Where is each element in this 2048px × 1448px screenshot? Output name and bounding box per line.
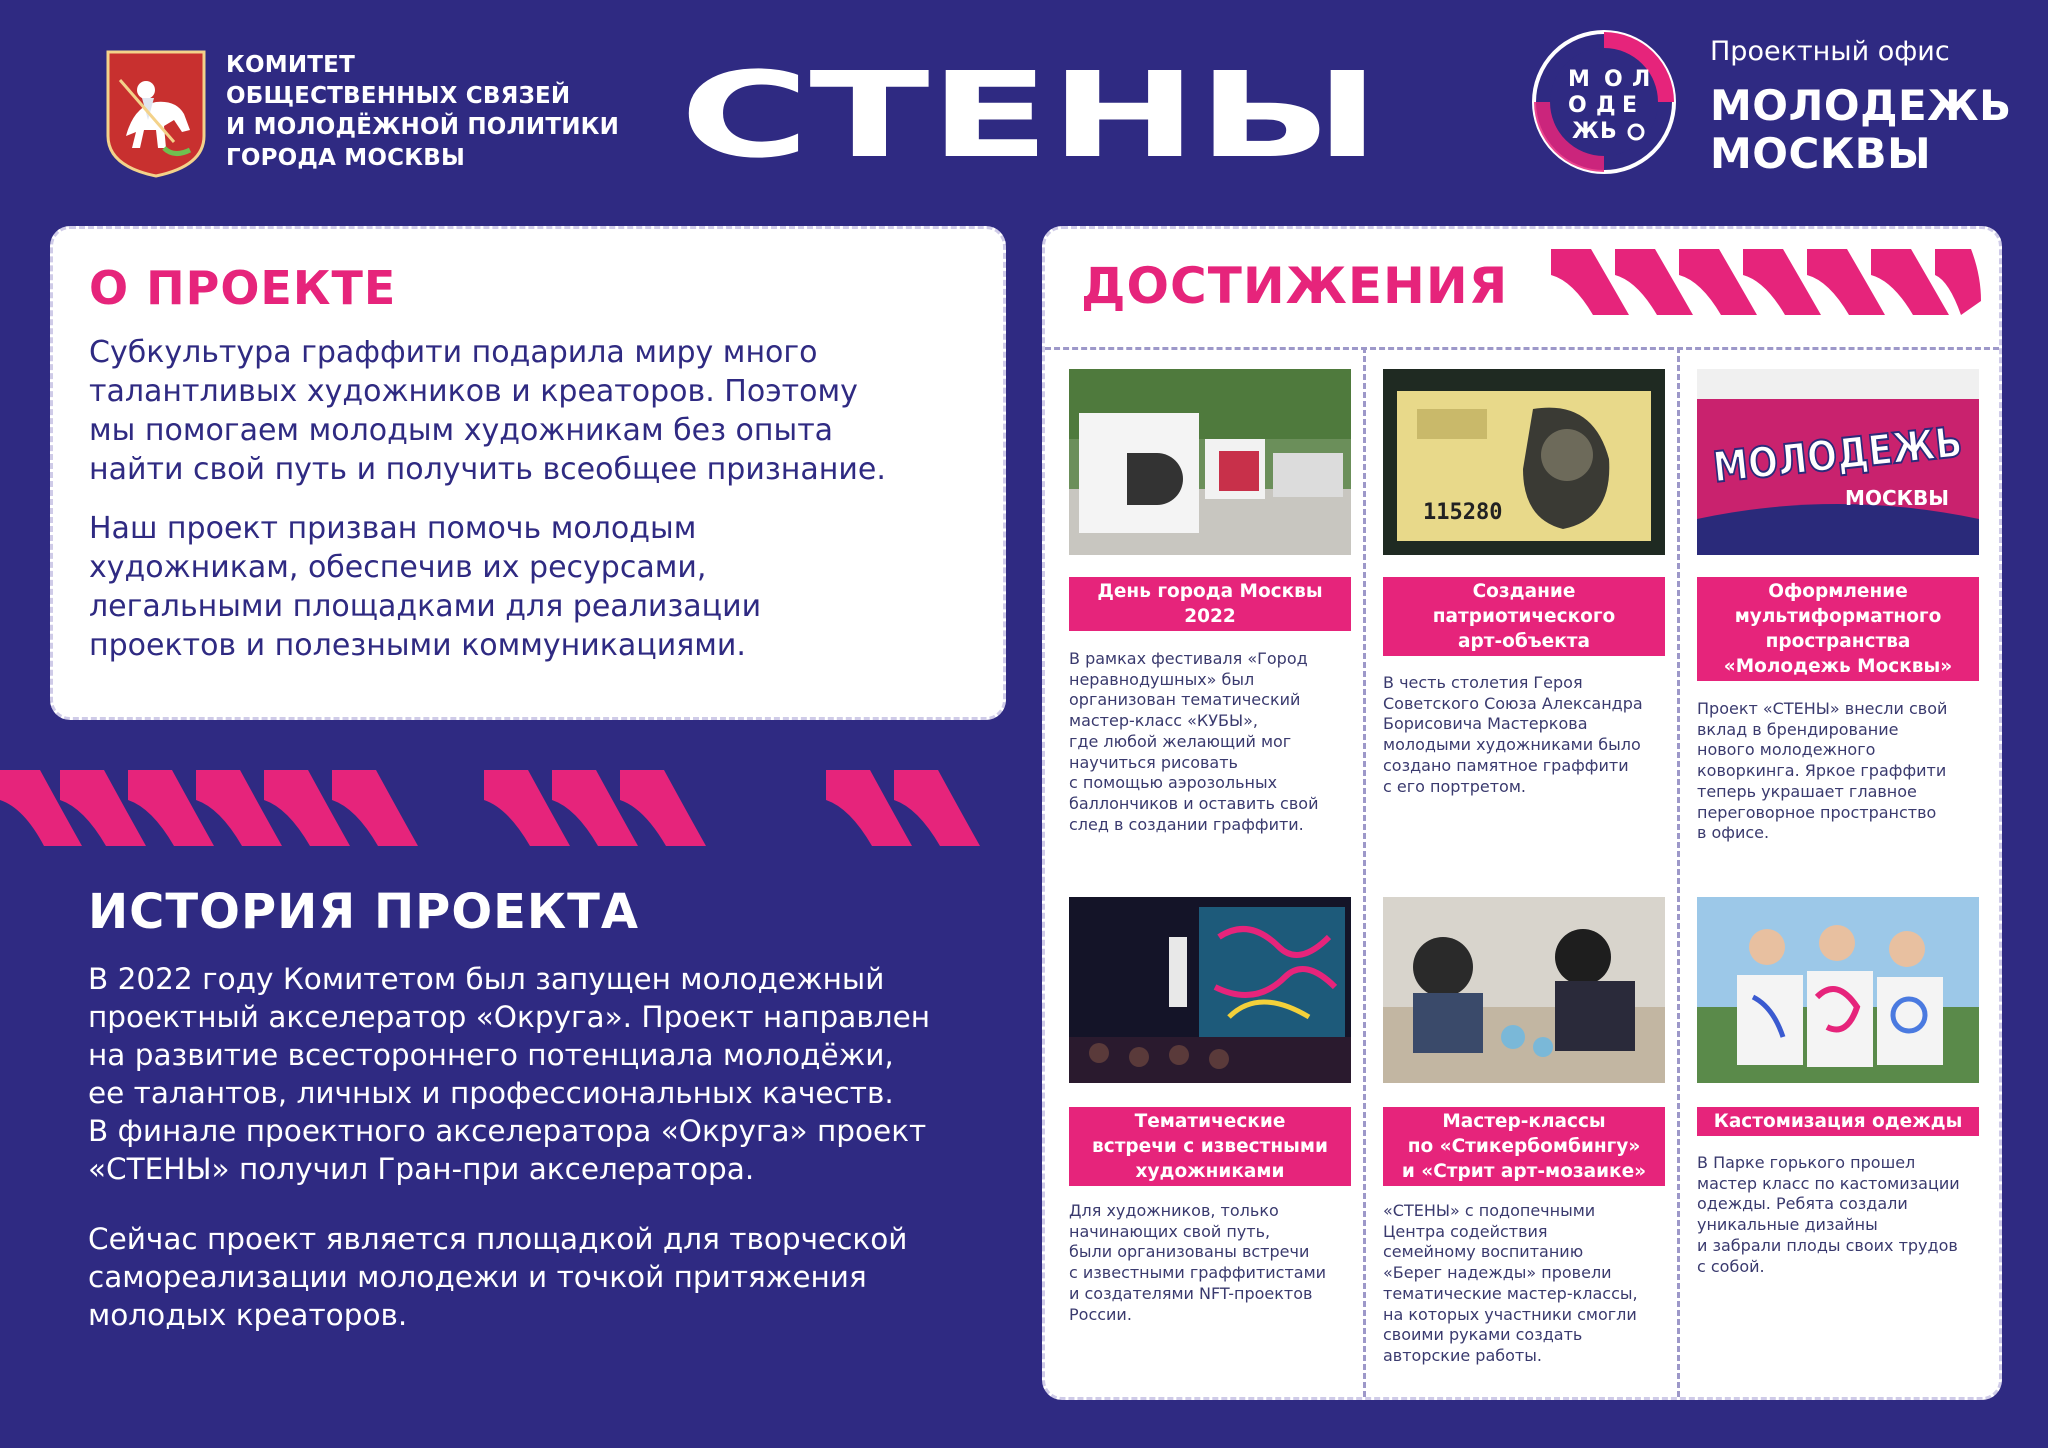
logo-letter: Д bbox=[1596, 93, 1616, 118]
about-card bbox=[50, 226, 1006, 720]
desc-line: России. bbox=[1069, 1304, 1132, 1324]
desc-line: Проект «СТЕНЫ» внесли свой bbox=[1697, 699, 1948, 718]
achievement-caption bbox=[1697, 1107, 1979, 1136]
desc-line: создано памятное граффити bbox=[1383, 755, 1629, 775]
project-office-label: Проектный офис bbox=[1710, 36, 1950, 67]
desc-line: переговорное пространство bbox=[1697, 802, 1937, 822]
org-name-line: МОЛОДЕЖЬ bbox=[1710, 81, 2012, 130]
decorative-stripes-icon bbox=[0, 764, 990, 854]
photo-text: 115280 bbox=[1423, 500, 1503, 525]
history-title: ИСТОРИЯ ПРОЕКТА bbox=[88, 884, 640, 940]
desc-line: неравнодушных» был bbox=[1069, 669, 1255, 689]
desc-line: в офисе. bbox=[1697, 823, 1770, 843]
desc-line: с известными граффитистами bbox=[1069, 1263, 1327, 1283]
caption-line: художниками bbox=[1135, 1161, 1285, 1182]
desc-line: теперь украшает главное bbox=[1697, 781, 1917, 801]
caption-line: Создание bbox=[1472, 581, 1576, 602]
text-line: В финале проектного акселератора «Округа» проект bbox=[88, 1114, 927, 1148]
text-line: мы помогаем молодым художникам без опыта bbox=[89, 413, 834, 448]
caption-line: Мастер-классы bbox=[1442, 1111, 1606, 1132]
desc-line: нового молодежного bbox=[1697, 740, 1876, 760]
desc-line: «СТЕНЫ» с подопечными bbox=[1383, 1201, 1596, 1220]
desc-line: Борисовича Мастеркова bbox=[1383, 714, 1588, 734]
text-line: найти свой путь и получить всеобщее признание. bbox=[89, 452, 886, 487]
caption-line: Тематические bbox=[1134, 1111, 1286, 1132]
about-title: О ПРОЕКТЕ bbox=[89, 261, 397, 315]
molodezh-moskvy-logo-icon bbox=[1528, 26, 1680, 178]
achievements-card bbox=[1042, 226, 2012, 1400]
desc-line: В честь столетия Героя bbox=[1383, 673, 1583, 692]
desc-line: тематические мастер-классы, bbox=[1383, 1283, 1638, 1303]
desc-line: уникальные дизайны bbox=[1697, 1215, 1878, 1235]
text-line: «СТЕНЫ» получил Гран-при акселератора. bbox=[88, 1152, 755, 1186]
desc-line: с его портретом. bbox=[1383, 776, 1526, 796]
desc-line: начинающих свой путь, bbox=[1069, 1221, 1271, 1241]
desc-line: баллончиков и оставить свой bbox=[1069, 793, 1319, 813]
text-line: В 2022 году Комитетом был запущен молодежный bbox=[88, 962, 885, 996]
achievement-caption bbox=[1383, 577, 1665, 656]
desc-line: Советского Союза Александра bbox=[1383, 693, 1643, 713]
desc-line: В рамках фестиваля «Город bbox=[1069, 649, 1308, 668]
portrait-graffiti-photo-icon bbox=[1383, 369, 1665, 555]
text-line: проектов и полезными коммуникациями. bbox=[89, 628, 746, 663]
logo-letter: Ж bbox=[1572, 119, 1599, 144]
logo-letter: Ь bbox=[1600, 119, 1617, 144]
logo-letter: Л bbox=[1632, 67, 1651, 92]
caption-line: патриотического bbox=[1432, 606, 1616, 627]
text-line: самореализации молодежи и точкой притяжения bbox=[88, 1260, 867, 1294]
desc-line: организован тематический bbox=[1069, 690, 1301, 710]
moscow-coat-of-arms-icon bbox=[104, 50, 208, 178]
text-line: художникам, обеспечив их ресурсами, bbox=[89, 550, 707, 585]
committee-name bbox=[226, 50, 620, 174]
desc-line: мастер-класс «КУБЫ», bbox=[1069, 711, 1259, 731]
photo-text: МОСКВЫ bbox=[1845, 486, 1949, 510]
custom-shirts-photo-icon bbox=[1697, 897, 1979, 1083]
workshop-photo-icon bbox=[1383, 897, 1665, 1083]
achievement-description bbox=[1697, 699, 1987, 844]
caption-line: пространства bbox=[1765, 631, 1911, 652]
history-paragraph bbox=[88, 960, 1008, 1188]
desc-line: одежды. Ребята создали bbox=[1697, 1194, 1908, 1214]
achievement-description bbox=[1383, 673, 1673, 797]
desc-line: авторские работы. bbox=[1383, 1345, 1542, 1365]
logo-letter: Е bbox=[1622, 93, 1638, 118]
coworking-graffiti-photo-icon bbox=[1697, 369, 2012, 555]
desc-line: с собой. bbox=[1697, 1256, 1765, 1276]
achievement-caption bbox=[1069, 577, 1351, 631]
text-line: Наш проект призван помочь молодым bbox=[89, 511, 697, 546]
committee-line: КОМИТЕТ bbox=[226, 52, 355, 78]
text-line: талантливых художников и креаторов. Поэтому bbox=[89, 374, 858, 409]
committee-line: ОБЩЕСТВЕННЫХ СВЯЗЕЙ bbox=[226, 83, 571, 109]
about-paragraph bbox=[89, 509, 989, 665]
desc-line: Для художников, только bbox=[1069, 1201, 1279, 1220]
desc-line: с помощью аэрозольных bbox=[1069, 773, 1278, 793]
committee-line: ГОРОДА МОСКВЫ bbox=[226, 145, 465, 171]
desc-line: «Берег надежды» провели bbox=[1383, 1263, 1612, 1283]
desc-line: и забрали плоды своих трудов bbox=[1697, 1235, 1958, 1255]
desc-line: на которых участники смогли bbox=[1383, 1304, 1637, 1324]
caption-line: День города Москвы bbox=[1097, 581, 1323, 602]
caption-line: встречи с известными bbox=[1092, 1136, 1328, 1157]
org-name bbox=[1710, 82, 2012, 178]
desc-line: семейному воспитанию bbox=[1383, 1242, 1584, 1262]
achievement-description bbox=[1383, 1201, 1673, 1367]
divider bbox=[1677, 347, 1680, 1397]
achievement-caption bbox=[1383, 1107, 1665, 1186]
project-title-logo bbox=[672, 46, 1388, 184]
committee-line: И МОЛОДЁЖНОЙ ПОЛИТИКИ bbox=[226, 114, 620, 140]
photo-text: МОЛОДЕЖЬ bbox=[1710, 412, 2012, 492]
project-title: СТЕНЫ bbox=[680, 46, 1380, 184]
desc-line: были организованы встречи bbox=[1069, 1242, 1310, 1262]
caption-line: и «Стрит арт-мозаике» bbox=[1401, 1161, 1647, 1182]
desc-line: где любой желающий мог bbox=[1069, 731, 1292, 751]
caption-line: по «Стикербомбингу» bbox=[1407, 1136, 1641, 1157]
desc-line: научиться рисовать bbox=[1069, 752, 1238, 772]
desc-line: коворкинга. Яркое граффити bbox=[1697, 761, 1947, 781]
achievement-description bbox=[1697, 1153, 1987, 1277]
desc-line: вклад в брендирование bbox=[1697, 719, 1899, 739]
divider bbox=[1363, 347, 1366, 1397]
caption-line: Кастомизация одежды bbox=[1713, 1111, 1963, 1132]
about-paragraph bbox=[89, 333, 989, 489]
caption-line: мультиформатного bbox=[1734, 606, 1942, 627]
desc-line: В Парке горького прошел bbox=[1697, 1153, 1916, 1172]
logo-letter: О bbox=[1568, 93, 1587, 118]
text-line: легальными площадками для реализации bbox=[89, 589, 762, 624]
logo-letter: О bbox=[1604, 67, 1623, 92]
desc-line: Центра содействия bbox=[1383, 1221, 1548, 1241]
desc-line: молодыми художниками было bbox=[1383, 735, 1641, 755]
caption-line: Оформление bbox=[1768, 581, 1908, 602]
text-line: молодых креаторов. bbox=[88, 1298, 408, 1332]
desc-line: своими руками создать bbox=[1383, 1325, 1583, 1345]
caption-line: «Молодежь Москвы» bbox=[1723, 656, 1953, 677]
text-line: Сейчас проект является площадкой для творческой bbox=[88, 1222, 908, 1256]
text-line: на развитие всестороннего потенциала молодёжи, bbox=[88, 1038, 894, 1072]
meeting-stage-photo-icon bbox=[1069, 897, 1351, 1083]
achievements-title: ДОСТИЖЕНИЯ bbox=[1081, 257, 1509, 315]
text-line: Субкультура граффити подарила миру много bbox=[89, 335, 818, 370]
desc-line: мастер класс по кастомизации bbox=[1697, 1173, 1960, 1193]
graffiti-cubes-photo-icon bbox=[1069, 369, 1351, 555]
logo-letter: М bbox=[1568, 67, 1590, 92]
text-line: ее талантов, личных и профессиональных качеств. bbox=[88, 1076, 894, 1110]
achievement-description bbox=[1069, 649, 1359, 835]
achievement-description bbox=[1069, 1201, 1359, 1325]
desc-line: след в создании граффити. bbox=[1069, 814, 1304, 834]
achievement-caption bbox=[1069, 1107, 1351, 1186]
caption-line: 2022 bbox=[1184, 606, 1236, 627]
desc-line: и создателями NFT-проектов bbox=[1069, 1283, 1313, 1303]
achievement-caption bbox=[1697, 577, 1979, 681]
divider bbox=[1045, 347, 1999, 350]
text-line: проектный акселератор «Округа». Проект направлен bbox=[88, 1000, 931, 1034]
caption-line: арт-объекта bbox=[1458, 631, 1590, 652]
org-name-line: МОСКВЫ bbox=[1710, 129, 1932, 178]
decorative-stripes-icon bbox=[1551, 245, 1981, 321]
history-paragraph bbox=[88, 1220, 1008, 1334]
